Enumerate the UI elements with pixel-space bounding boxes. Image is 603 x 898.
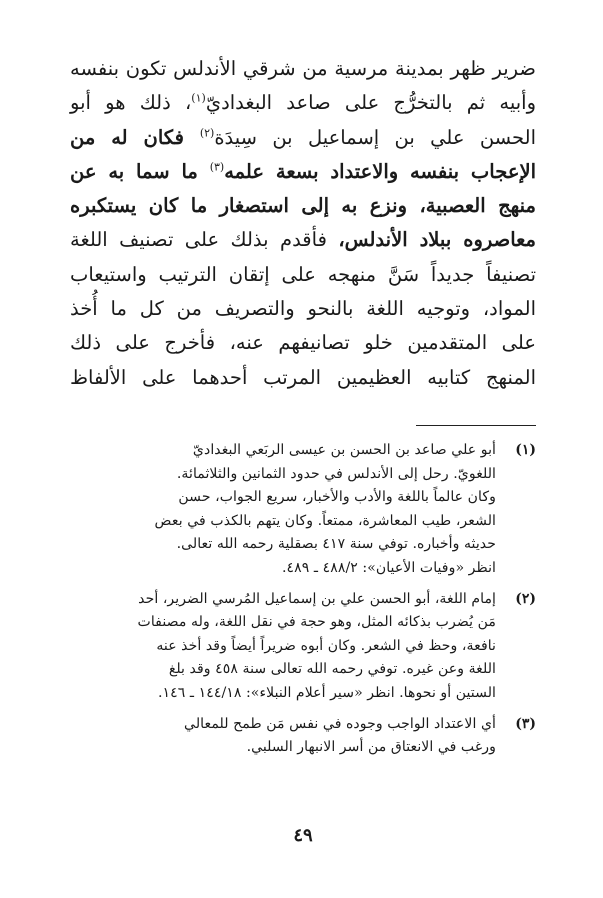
line-text: وأبيه ثم بالتخرُّج على صاعد البغداديّ	[205, 91, 537, 115]
footnote-line: أي الاعتداد الواجب وجوده في نفس مَن طمح للمعالي	[184, 715, 496, 732]
footnote-line: أبو علي صاعد بن الحسن بن عيسى الربَعي البغداديّ	[192, 442, 496, 458]
line-text: المنهج كتابيه العظيمين المرتب أحدهما على الألفاظ	[70, 365, 536, 389]
footnote-number: (١)	[515, 442, 536, 458]
footnote-number: (٣)	[515, 715, 536, 732]
text-line	[70, 155, 536, 189]
footnote-line: ورغب في الانعتاق من أسر الانبهار السلبي.	[246, 739, 496, 756]
footnote-text	[70, 439, 496, 581]
line-text: المواد، وتوجيه اللغة بالنحو والتصريف من كل ما أُخذ	[70, 297, 536, 321]
text-line	[70, 292, 536, 326]
footnote-line: الستين أو نحوها. انظر «سير أعلام النبلاء»: ١٤٤/١٨ ـ ١٤٦.	[158, 684, 496, 701]
text-line	[70, 121, 536, 155]
footnote-ref[interactable]: (١)	[191, 91, 206, 105]
line-text: الحسن علي بن إسماعيل بن سِيدَة	[214, 125, 537, 149]
text-line	[70, 361, 536, 395]
footnote-ref[interactable]: (٢)	[199, 126, 215, 140]
footnote-separator	[416, 425, 536, 426]
main-paragraph	[70, 52, 536, 395]
footnote-line: اللغة وعن غيره. توفي رحمه الله تعالى سنة ٤٥٨ وقد بلغ	[168, 661, 496, 678]
line-text: تصنيفاً جديداً سَنَّ منهجه على إتقان الترتيب واستيعاب	[70, 262, 536, 286]
footnote-text	[70, 588, 496, 706]
footnote-1	[70, 439, 536, 581]
footnote-line: اللغويّ. رحل إلى الأندلس في حدود الثمانين والثلاثمائة.	[176, 465, 496, 482]
line-text: على المتقدمين خلو تصانيفهم عنه، فأخرج على ذلك	[70, 331, 536, 355]
text-line	[70, 326, 536, 360]
line-text: فأقدم بذلك على تصنيف اللغة	[70, 228, 339, 252]
text-line	[70, 223, 536, 257]
footnote-line: إمام اللغة، أبو الحسن علي بن إسماعيل المُرسي الضرير، أحد	[138, 590, 496, 607]
book-page	[70, 52, 536, 882]
line-text: ضرير ظهر بمدينة مرسية من شرقي الأندلس تكون بنفسه	[70, 57, 536, 80]
page-number: ٤٩	[293, 825, 313, 846]
text-line	[70, 86, 536, 120]
footnote-ref[interactable]: (٣)	[209, 160, 225, 174]
footnote-number: (٢)	[515, 590, 536, 607]
footnote-line: مَن يُضرب بذكائه المثل، وهو حجة في نقل اللغة، وله مصنفات	[137, 614, 496, 631]
bold-text: الإعجاب بنفسه والاعتداد بسعة علمه	[224, 159, 536, 183]
text-line	[70, 52, 536, 86]
footnote-text	[70, 713, 496, 760]
footnote-line: حديثه وأخباره. توفي سنة ٤١٧ بصقلية رحمه الله تعالى.	[176, 536, 496, 553]
footnote-line: الشعر، طيب المعاشرة، ممتعاً. وكان يتهم بالكذب في بعض	[154, 512, 496, 529]
footnote-line: وكان عالماً باللغة والأدب والأخبار، سريع الجواب، حسن	[178, 489, 496, 506]
line-text: ، ذلك هو أبو	[70, 91, 192, 115]
footnote-line: انظر «وفيات الأعيان»: ٤٨٨/٢ ـ ٤٨٩.	[282, 559, 496, 576]
bold-text: معاصروه ببلاد الأندلس،	[338, 228, 536, 252]
footnote-3	[70, 713, 536, 760]
bold-text: فكان له من	[70, 125, 200, 149]
text-line	[70, 189, 536, 223]
bold-text: ما سما به عن	[70, 159, 210, 183]
footnote-2	[70, 588, 536, 706]
footnotes	[70, 439, 536, 767]
bold-text: منهج العصبية، ونزع به إلى استصغار ما كان يستكبره	[70, 194, 536, 218]
text-line	[70, 258, 536, 292]
footnote-line: نافعة، وحظ في الشعر. وكان أبوه ضريراً أيضاً وقد أخذ عنه	[156, 637, 496, 654]
